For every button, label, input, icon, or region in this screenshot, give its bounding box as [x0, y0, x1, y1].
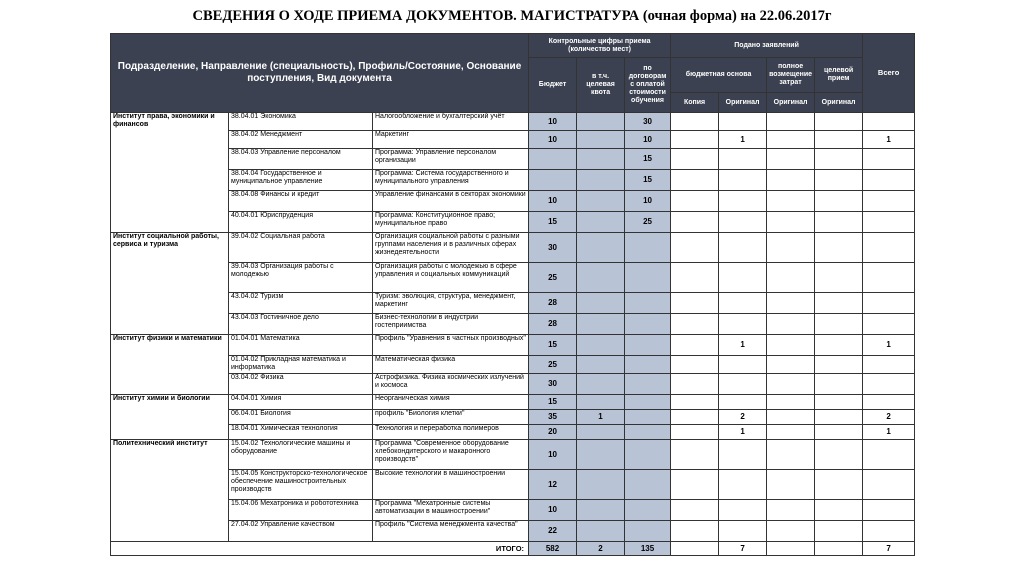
targeted-cell — [815, 314, 863, 335]
profile-cell: Организация работы с молодежью в сфере управления и социальных коммуникаций — [373, 263, 529, 293]
copy-cell — [671, 233, 719, 263]
targeted-cell — [815, 233, 863, 263]
quota-cell — [577, 374, 625, 395]
copy-cell — [671, 263, 719, 293]
copy-cell — [671, 521, 719, 542]
budget-cell: 10 — [529, 113, 577, 131]
table-row — [111, 233, 915, 263]
original-cell — [719, 263, 767, 293]
total-cell — [863, 191, 915, 212]
full-cost-cell — [767, 263, 815, 293]
table-row — [111, 149, 915, 170]
contract-cell — [625, 314, 671, 335]
table-row — [111, 500, 915, 521]
copy-cell — [671, 410, 719, 425]
total-cell — [863, 212, 915, 233]
direction-cell: 38.04.04 Государственное и муниципальное управление — [229, 170, 373, 191]
table-row — [111, 212, 915, 233]
targeted-cell — [815, 374, 863, 395]
contract-cell — [625, 374, 671, 395]
original-cell — [719, 440, 767, 470]
full-cost-cell — [767, 191, 815, 212]
table-row — [111, 356, 915, 374]
header-budget-basis: бюджетная основа — [671, 58, 767, 93]
totals-contract: 135 — [625, 542, 671, 556]
header-total: Всего — [863, 34, 915, 113]
direction-cell: 40.04.01 Юриспруденция — [229, 212, 373, 233]
table-row — [111, 521, 915, 542]
full-cost-cell — [767, 500, 815, 521]
targeted-cell — [815, 500, 863, 521]
institute-cell: Институт химии и биологии — [111, 395, 229, 440]
totals-budget: 582 — [529, 542, 577, 556]
quota-cell — [577, 521, 625, 542]
copy-cell — [671, 131, 719, 149]
original-cell — [719, 149, 767, 170]
quota-cell: 1 — [577, 410, 625, 425]
header-copy: Копия — [671, 93, 719, 113]
copy-cell — [671, 395, 719, 410]
targeted-cell — [815, 263, 863, 293]
budget-cell: 15 — [529, 335, 577, 356]
budget-cell: 25 — [529, 263, 577, 293]
profile-cell: Профиль "Уравнения в частных производных" — [373, 335, 529, 356]
header-contract: по договорам с оплатой стоимости обучения — [625, 58, 671, 113]
header-original-full-cost: Оригинал — [767, 93, 815, 113]
direction-cell: 27.04.02 Управление качеством — [229, 521, 373, 542]
totals-full-cost — [767, 542, 815, 556]
targeted-cell — [815, 521, 863, 542]
profile-cell: Маркетинг — [373, 131, 529, 149]
copy-cell — [671, 356, 719, 374]
total-cell — [863, 170, 915, 191]
copy-cell — [671, 293, 719, 314]
contract-cell — [625, 521, 671, 542]
copy-cell — [671, 191, 719, 212]
contract-cell — [625, 293, 671, 314]
contract-cell — [625, 470, 671, 500]
targeted-cell — [815, 410, 863, 425]
budget-cell: 28 — [529, 314, 577, 335]
contract-cell — [625, 263, 671, 293]
totals-targeted — [815, 542, 863, 556]
full-cost-cell — [767, 440, 815, 470]
copy-cell — [671, 314, 719, 335]
table-row — [111, 314, 915, 335]
institute-cell: Институт права, экономики и финансов — [111, 113, 229, 233]
contract-cell: 10 — [625, 191, 671, 212]
total-cell: 1 — [863, 335, 915, 356]
direction-cell: 03.04.02 Физика — [229, 374, 373, 395]
contract-cell — [625, 425, 671, 440]
profile-cell: Высокие технологии в машиностроении — [373, 470, 529, 500]
profile-cell: Туризм: эволюция, структура, менеджмент, маркетинг — [373, 293, 529, 314]
original-cell — [719, 470, 767, 500]
contract-cell — [625, 410, 671, 425]
quota-cell — [577, 500, 625, 521]
table-row — [111, 191, 915, 212]
direction-cell: 15.04.05 Конструкторско-технологическое обеспечение машиностроительных производств — [229, 470, 373, 500]
quota-cell — [577, 425, 625, 440]
targeted-cell — [815, 191, 863, 212]
profile-cell: Программа: Система государственного и муниципального управления — [373, 170, 529, 191]
original-cell — [719, 356, 767, 374]
totals-original: 7 — [719, 542, 767, 556]
header-submitted: Подано заявлений — [671, 34, 863, 58]
targeted-cell — [815, 440, 863, 470]
header-target-quota: в т.ч. целевая квота — [577, 58, 625, 113]
header-budget: Бюджет — [529, 58, 577, 113]
targeted-cell — [815, 113, 863, 131]
original-cell — [719, 314, 767, 335]
copy-cell — [671, 212, 719, 233]
direction-cell: 06.04.01 Биология — [229, 410, 373, 425]
original-cell — [719, 191, 767, 212]
header-full-cost: полное возмещение затрат — [767, 58, 815, 93]
targeted-cell — [815, 395, 863, 410]
targeted-cell — [815, 149, 863, 170]
budget-cell: 30 — [529, 233, 577, 263]
targeted-cell — [815, 170, 863, 191]
original-cell — [719, 170, 767, 191]
quota-cell — [577, 191, 625, 212]
totals-total: 7 — [863, 542, 915, 556]
total-cell — [863, 314, 915, 335]
quota-cell — [577, 293, 625, 314]
quota-cell — [577, 170, 625, 191]
contract-cell — [625, 356, 671, 374]
direction-cell: 38.04.02 Менеджмент — [229, 131, 373, 149]
copy-cell — [671, 470, 719, 500]
budget-cell: 15 — [529, 395, 577, 410]
original-cell — [719, 521, 767, 542]
copy-cell — [671, 440, 719, 470]
contract-cell — [625, 395, 671, 410]
direction-cell: 01.04.02 Прикладная математика и информатика — [229, 356, 373, 374]
totals-row — [111, 542, 915, 556]
targeted-cell — [815, 335, 863, 356]
direction-cell: 01.04.01 Математика — [229, 335, 373, 356]
quota-cell — [577, 263, 625, 293]
total-cell — [863, 149, 915, 170]
quota-cell — [577, 149, 625, 170]
header-original-budget: Оригинал — [719, 93, 767, 113]
budget-cell: 10 — [529, 440, 577, 470]
quota-cell — [577, 131, 625, 149]
copy-cell — [671, 113, 719, 131]
contract-cell — [625, 233, 671, 263]
header-targeted: целевой прием — [815, 58, 863, 93]
budget-cell: 10 — [529, 500, 577, 521]
full-cost-cell — [767, 149, 815, 170]
direction-cell: 15.04.06 Мехатроника и робототехника — [229, 500, 373, 521]
contract-cell — [625, 500, 671, 521]
targeted-cell — [815, 356, 863, 374]
full-cost-cell — [767, 113, 815, 131]
profile-cell: профиль "Биология клетки" — [373, 410, 529, 425]
targeted-cell — [815, 293, 863, 314]
direction-cell: 43.04.03 Гостиничное дело — [229, 314, 373, 335]
table-row — [111, 395, 915, 410]
budget-cell: 22 — [529, 521, 577, 542]
direction-cell: 43.04.02 Туризм — [229, 293, 373, 314]
targeted-cell — [815, 425, 863, 440]
quota-cell — [577, 113, 625, 131]
profile-cell: Бизнес-технологии в индустрии гостеприимства — [373, 314, 529, 335]
full-cost-cell — [767, 410, 815, 425]
quota-cell — [577, 212, 625, 233]
institute-cell: Институт социальной работы, сервиса и туризма — [111, 233, 229, 335]
original-cell — [719, 395, 767, 410]
original-cell — [719, 212, 767, 233]
profile-cell: Организация социальной работы с разными группами населения и в различных сферах жизнедеятельности — [373, 233, 529, 263]
quota-cell — [577, 314, 625, 335]
full-cost-cell — [767, 335, 815, 356]
institute-cell: Политехнический институт — [111, 440, 229, 542]
contract-cell: 15 — [625, 170, 671, 191]
quota-cell — [577, 470, 625, 500]
total-cell — [863, 263, 915, 293]
direction-cell: 18.04.01 Химическая технология — [229, 425, 373, 440]
quota-cell — [577, 335, 625, 356]
totals-copy — [671, 542, 719, 556]
full-cost-cell — [767, 425, 815, 440]
table-row — [111, 263, 915, 293]
profile-cell: Математическая физика — [373, 356, 529, 374]
budget-cell: 12 — [529, 470, 577, 500]
original-cell — [719, 293, 767, 314]
profile-cell: Неорганическая химия — [373, 395, 529, 410]
direction-cell: 38.04.01 Экономика — [229, 113, 373, 131]
quota-cell — [577, 395, 625, 410]
total-cell — [863, 293, 915, 314]
total-cell — [863, 374, 915, 395]
original-cell — [719, 500, 767, 521]
copy-cell — [671, 149, 719, 170]
profile-cell: Программа "Современное оборудование хлебокондитерского и макаронного производств" — [373, 440, 529, 470]
total-cell — [863, 500, 915, 521]
total-cell: 1 — [863, 425, 915, 440]
copy-cell — [671, 335, 719, 356]
report-title: СВЕДЕНИЯ О ХОДЕ ПРИЕМА ДОКУМЕНТОВ. МАГИСТРАТУРА (очная форма) на 22.06.2017г — [192, 8, 832, 24]
full-cost-cell — [767, 170, 815, 191]
contract-cell — [625, 440, 671, 470]
contract-cell: 25 — [625, 212, 671, 233]
targeted-cell — [815, 131, 863, 149]
total-cell: 2 — [863, 410, 915, 425]
total-cell — [863, 521, 915, 542]
original-cell — [719, 374, 767, 395]
direction-cell: 04.04.01 Химия — [229, 395, 373, 410]
full-cost-cell — [767, 470, 815, 500]
profile-cell: Программа: Конституционное право; муниципальное право — [373, 212, 529, 233]
budget-cell: 10 — [529, 131, 577, 149]
direction-cell: 38.04.08 Финансы и кредит — [229, 191, 373, 212]
total-cell — [863, 395, 915, 410]
full-cost-cell — [767, 356, 815, 374]
full-cost-cell — [767, 212, 815, 233]
table-body — [111, 113, 915, 556]
total-cell — [863, 440, 915, 470]
header-main: Подразделение, Направление (специальность), Профиль/Состояние, Основание поступления, Вид документа — [111, 34, 529, 113]
budget-cell: 20 — [529, 425, 577, 440]
quota-cell — [577, 356, 625, 374]
contract-cell: 30 — [625, 113, 671, 131]
profile-cell: Налогообложение и бухгалтерский учёт — [373, 113, 529, 131]
table-row — [111, 293, 915, 314]
contract-cell: 10 — [625, 131, 671, 149]
quota-cell — [577, 440, 625, 470]
budget-cell — [529, 170, 577, 191]
table-row — [111, 131, 915, 149]
profile-cell: Астрофизика. Физика космических излучений и космоса — [373, 374, 529, 395]
direction-cell: 39.04.02 Социальная работа — [229, 233, 373, 263]
full-cost-cell — [767, 395, 815, 410]
full-cost-cell — [767, 293, 815, 314]
header-control-figures: Контрольные цифры приема (количество мест) — [529, 34, 671, 58]
total-cell — [863, 356, 915, 374]
institute-cell: Институт физики и математики — [111, 335, 229, 395]
total-cell — [863, 233, 915, 263]
budget-cell: 28 — [529, 293, 577, 314]
original-cell: 2 — [719, 410, 767, 425]
profile-cell: Программа: Управление персоналом организации — [373, 149, 529, 170]
budget-cell: 10 — [529, 191, 577, 212]
targeted-cell — [815, 212, 863, 233]
profile-cell: Управление финансами в секторах экономики — [373, 191, 529, 212]
original-cell — [719, 233, 767, 263]
admission-table — [110, 33, 915, 556]
table-row — [111, 440, 915, 470]
direction-cell: 15.04.02 Технологические машины и оборудование — [229, 440, 373, 470]
profile-cell: Профиль "Система менеджмента качества" — [373, 521, 529, 542]
totals-quota: 2 — [577, 542, 625, 556]
profile-cell: Технология и переработка полимеров — [373, 425, 529, 440]
table-row — [111, 335, 915, 356]
table-row — [111, 170, 915, 191]
profile-cell: Программа "Мехатронные системы автоматизации в машиностроении" — [373, 500, 529, 521]
full-cost-cell — [767, 131, 815, 149]
copy-cell — [671, 374, 719, 395]
full-cost-cell — [767, 521, 815, 542]
direction-cell: 38.04.03 Управление персоналом — [229, 149, 373, 170]
copy-cell — [671, 500, 719, 521]
total-cell — [863, 113, 915, 131]
copy-cell — [671, 425, 719, 440]
table-row — [111, 410, 915, 425]
budget-cell: 30 — [529, 374, 577, 395]
table-row — [111, 374, 915, 395]
budget-cell — [529, 149, 577, 170]
quota-cell — [577, 233, 625, 263]
table-row — [111, 470, 915, 500]
contract-cell: 15 — [625, 149, 671, 170]
header-original-targeted: Оригинал — [815, 93, 863, 113]
full-cost-cell — [767, 314, 815, 335]
table-row — [111, 425, 915, 440]
contract-cell — [625, 335, 671, 356]
total-cell — [863, 470, 915, 500]
targeted-cell — [815, 470, 863, 500]
copy-cell — [671, 170, 719, 191]
totals-label: ИТОГО: — [111, 542, 529, 556]
original-cell: 1 — [719, 335, 767, 356]
budget-cell: 15 — [529, 212, 577, 233]
original-cell: 1 — [719, 131, 767, 149]
table-row — [111, 113, 915, 131]
full-cost-cell — [767, 233, 815, 263]
original-cell — [719, 113, 767, 131]
full-cost-cell — [767, 374, 815, 395]
original-cell: 1 — [719, 425, 767, 440]
direction-cell: 39.04.03 Организация работы с молодежью — [229, 263, 373, 293]
budget-cell: 35 — [529, 410, 577, 425]
budget-cell: 25 — [529, 356, 577, 374]
total-cell: 1 — [863, 131, 915, 149]
